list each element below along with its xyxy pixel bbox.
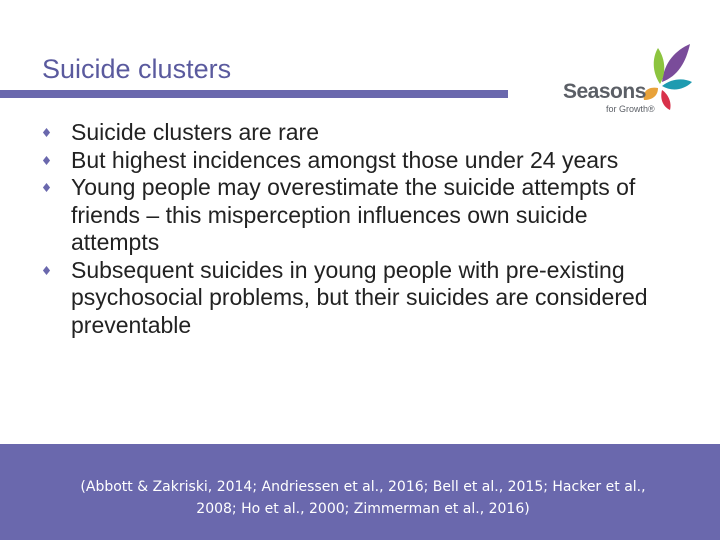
bullet-item [40,119,680,147]
leaf-cluster-icon [642,42,692,112]
diamond-bullet-icon [42,183,51,192]
title-underline [0,90,508,98]
bullet-list [40,119,680,339]
logo-tagline: for Growth® [606,104,655,114]
diamond-bullet-icon [42,156,51,165]
bullet-text: Suicide clusters are rare [71,119,319,145]
citation-text: (Abbott & Zakriski, 2014; Andriessen et al., 2016; Bell et al., 2015; Hacker et al., 2008; Ho et al., 2000; Zimmerman et al., 2016) [80,479,646,517]
bullet-text: Young people may overestimate the suicide attempts of friends – this misperception influences own suicide attempts [71,174,636,255]
bullet-item [40,174,680,257]
slide-title: Suicide clusters [42,54,232,84]
diamond-bullet-icon [42,266,51,275]
bullet-text: Subsequent suicides in young people with pre-existing psychosocial problems, but their suicides are considered preventable [71,256,648,338]
bullet-item [40,257,680,340]
bullet-text: But highest incidences amongst those under 24 years [71,146,619,173]
logo-wordmark: Seasons [563,80,646,103]
seasons-logo [560,42,690,120]
diamond-bullet-icon [42,128,51,137]
bullet-item [40,147,680,175]
